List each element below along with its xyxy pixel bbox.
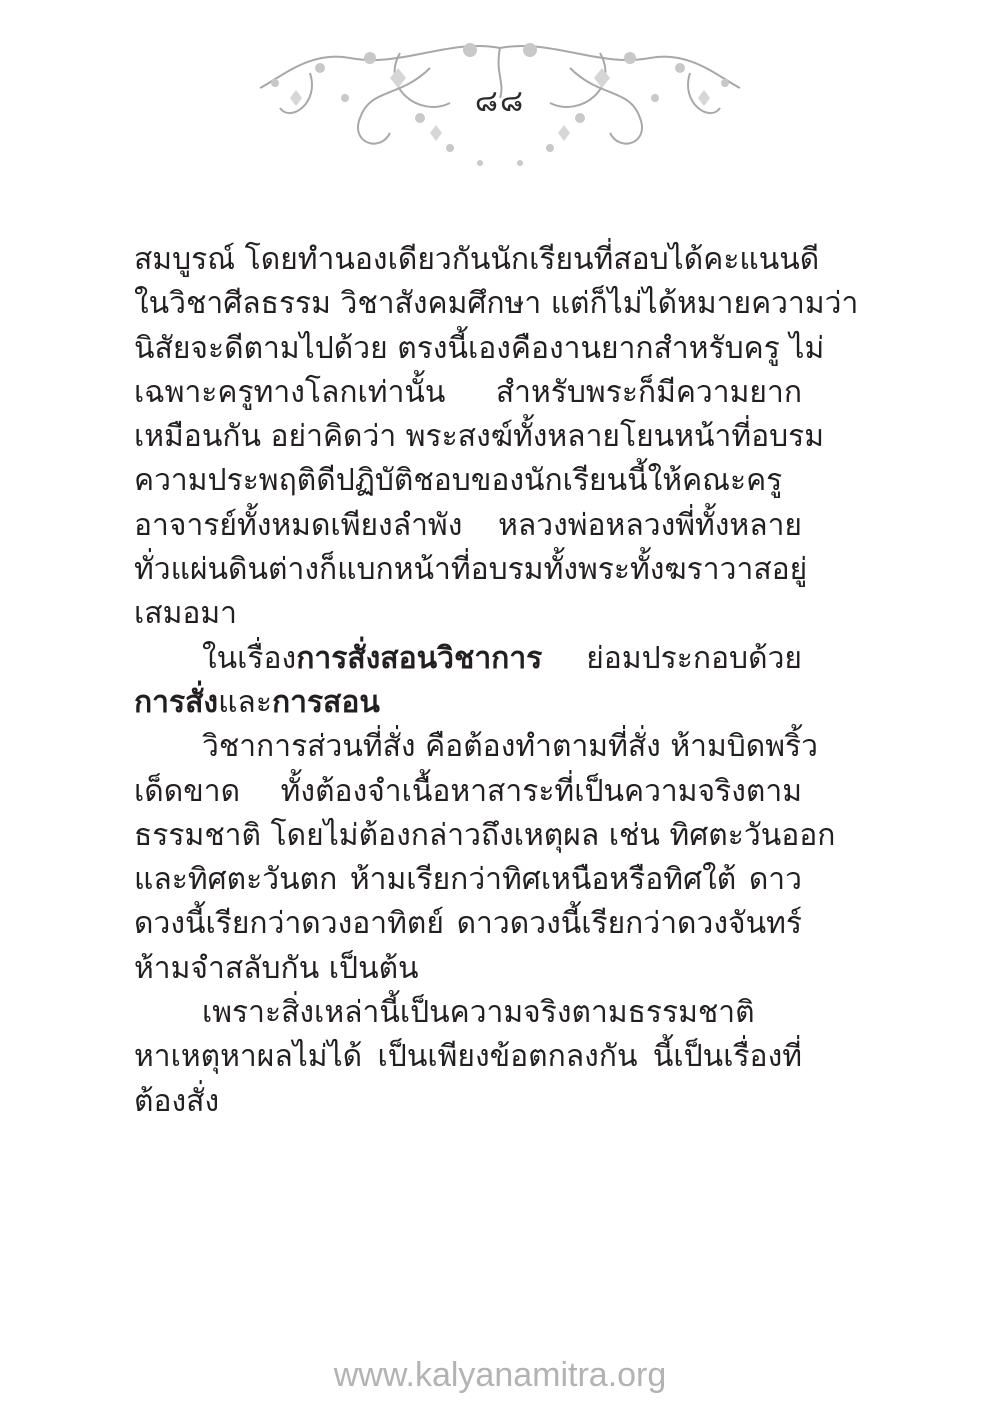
text-segment: ในเรื่อง xyxy=(202,640,297,676)
text-line: สมบูรณ์ โดยทำนองเดียวกันนักเรียนที่สอบได้คะแนนดี xyxy=(134,242,820,277)
text-line: อาจารย์ทั้งหมดเพียงลำพัง หลวงพ่อหลวงพี่ทั้งหลาย xyxy=(134,507,802,543)
text-segment: ย่อมประกอบด้วย xyxy=(542,640,802,676)
text-line: เฉพาะครูทางโลกเท่านั้น สำหรับพระก็มีความยาก xyxy=(134,374,802,410)
text-line: และทิศตะวันตก ห้ามเรียกว่าทิศเหนือหรือทิศใต้ ดาว xyxy=(134,862,802,898)
footer-url: www.kalyanamitra.org xyxy=(333,1356,667,1394)
text-line: ธรรมชาติ โดยไม่ต้องกล่าวถึงเหตุผล เช่น ทิศตะวันออก xyxy=(134,817,836,853)
text-line: ต้องสั่ง xyxy=(134,1083,220,1119)
text-line: ในวิชาศีลธรรม วิชาสังคมศึกษา แต่ก็ไม่ได้หมายความว่า xyxy=(134,286,859,322)
text-line: ความประพฤติดีปฏิบัติชอบของนักเรียนนี้ให้คณะครู xyxy=(134,463,783,499)
text-line: เสมอมา xyxy=(134,596,237,632)
text-line: เหมือนกัน อย่าคิดว่า พระสงฆ์ทั้งหลายโยนหน้าที่อบรม xyxy=(134,419,825,455)
text-line: วิชาการส่วนที่สั่ง คือต้องทำตามที่สั่ง ห้ามบิดพริ้ว xyxy=(202,729,818,765)
text-line: เพราะสิ่งเหล่านี้เป็นความจริงตามธรรมชาติ xyxy=(202,995,755,1031)
text-line: นิสัยจะดีตามไปด้วย ตรงนี้เองคืองานยากสำหรับครู ไม่ xyxy=(134,330,825,366)
bold-term: การสอน xyxy=(271,684,380,720)
text-segment: และ xyxy=(218,684,272,720)
text-line xyxy=(134,637,802,681)
text-line: ดวงนี้เรียกว่าดวงอาทิตย์ ดาวดวงนี้เรียกว่าดวงจันทร์ xyxy=(134,906,802,942)
page-number: ๘๘ xyxy=(474,84,526,119)
text-line: เด็ดขาด ทั้งต้องจำเนื้อหาสาระที่เป็นความจริงตาม xyxy=(134,773,802,809)
text-line: ห้ามจำสลับกัน เป็นต้น xyxy=(134,950,419,986)
text-line xyxy=(134,681,802,725)
text-line: หาเหตุหาผลไม่ได้ เป็นเพียงข้อตกลงกัน นี้เป็นเรื่องที่ xyxy=(134,1039,802,1075)
body-text xyxy=(134,238,859,1124)
bold-term: การสั่ง xyxy=(134,684,219,720)
bold-term: การสั่งสอนวิชาการ xyxy=(296,640,543,676)
text-line: ทั่วแผ่นดินต่างก็แบกหน้าที่อบรมทั้งพระทั้งฆราวาสอยู่ xyxy=(134,552,808,588)
